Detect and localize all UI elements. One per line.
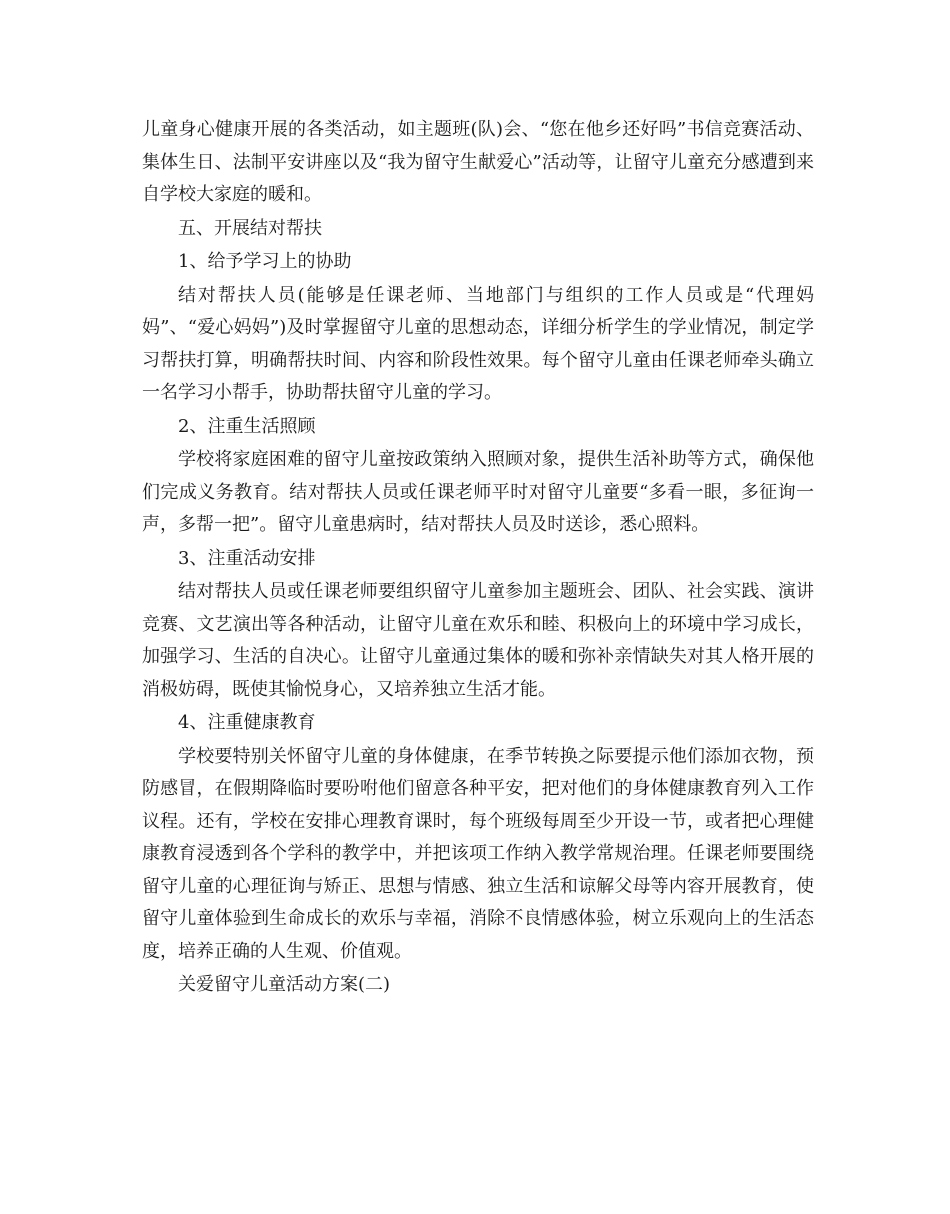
subheading-2: 2、注重生活照顾 [178,415,316,437]
paragraph-study-help: 结对帮扶人员(能够是任课老师、当地部门与组织的工作人员或是“代理妈妈”、“爱心妈妈”)及时掌握留守儿童的思想动态，详细分析学生的学业情况，制定学习帮扶打算，明确帮扶时间、内容和阶段性效果。每个留守儿童由任课老师牵头确立一名学习小帮手，协助帮扶留守儿童的学习。 [142,284,814,403]
subheading-3: 3、注重活动安排 [178,547,316,569]
paragraph-activities: 结对帮扶人员或任课老师要组织留守儿童参加主题班会、团队、社会实践、演讲竞赛、文艺演出等各种活动，让留守儿童在欢乐和睦、积极向上的环境中学习成长，加强学习、生活的自决心。让留守儿童通过集体的暖和弥补亲情缺失对其人格开展的消极妨碍，既使其愉悦身心，又培养独立生活才能。 [142,581,814,700]
paragraph-life-care: 学校将家庭困难的留守儿童按政策纳入照顾对象，提供生活补助等方式，确保他们完成义务教育。结对帮扶人员或任课老师平时对留守儿童要“多看一眼，多征询一声，多帮一把”。留守儿童患病时，结对帮扶人员及时送诊，悉心照料。 [142,449,814,535]
subheading-1: 1、给予学习上的协助 [178,251,352,272]
next-plan-title: 关爱留守儿童活动方案(二) [178,974,391,995]
paragraph-continued: 儿童身心健康开展的各类活动，如主题班(队)会、“您在他乡还好吗”书信竞赛活动、集体生日、法制平安讲座以及“我为留守生献爱心”活动等，让留守儿童充分感遭到来自学校大家庭的暖和。 [142,119,814,205]
document-body [142,114,814,1003]
subheading-4: 4、注重健康教育 [178,712,316,733]
section-heading-five: 五、开展结对帮扶 [178,217,322,239]
paragraph-health-education: 学校要特别关怀留守儿童的身体健康，在季节转换之际要提示他们添加衣物，预防感冒，在假期降临时要吩咐他们留意各种平安，把对他们的身体健康教育列入工作议程。还有，学校在安排心理教育课时，每个班级每周至少开设一节，或者把心理健康教育浸透到各个学科的教学中，并把该项工作纳入教学常规治理。任课老师要围绕留守儿童的心理征询与矫正、思想与情感、独立生活和谅解父母等内容开展教育，使留守儿童体验到生命成长的欢乐与幸福，消除不良情感体验，树立乐观向上的生活态度，培养正确的人生观、价值观。 [142,745,814,962]
